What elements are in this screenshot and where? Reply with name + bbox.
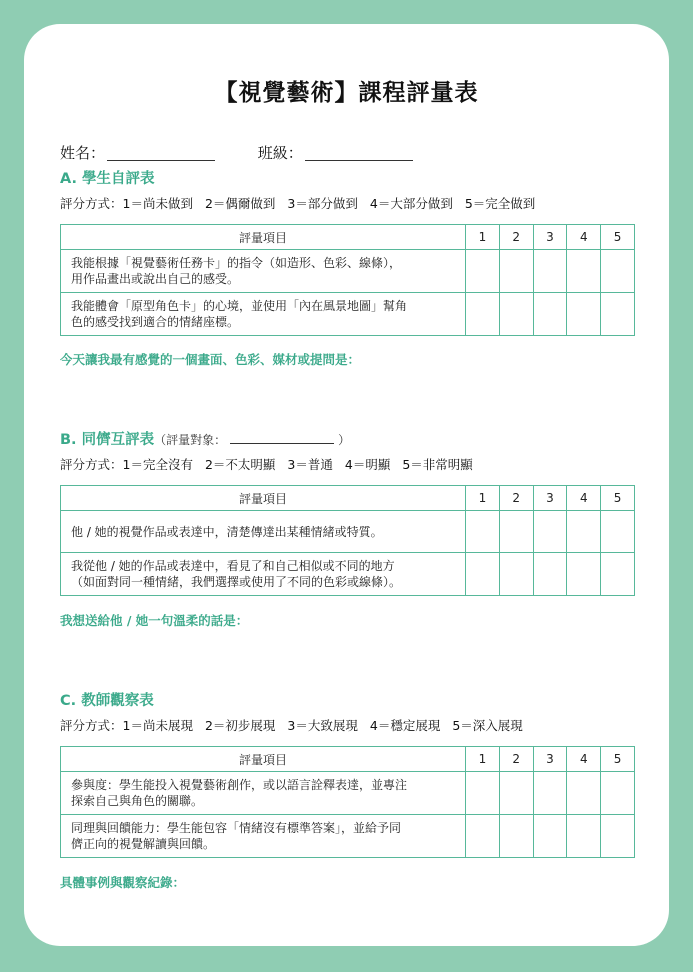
criterion-line: 我從他 / 她的作品或表達中，看見了和自己相似或不同的地方 bbox=[71, 559, 395, 573]
table-row bbox=[61, 815, 635, 858]
table-header-row bbox=[61, 225, 635, 250]
score-cell[interactable] bbox=[567, 553, 601, 596]
criterion-line: 色的感受找到適合的情緒座標。 bbox=[71, 315, 240, 329]
score-cell[interactable] bbox=[499, 293, 533, 336]
target-close: ） bbox=[338, 433, 351, 447]
scale-item: 5＝非常明顯 bbox=[402, 457, 473, 472]
score-cell[interactable] bbox=[466, 772, 500, 815]
score-cell[interactable] bbox=[567, 293, 601, 336]
scale-label: 評分方式： bbox=[60, 718, 123, 733]
section-b-title: B. 同儕互評表 bbox=[60, 432, 155, 448]
scale-item: 3＝普通 bbox=[287, 457, 333, 472]
peer-target bbox=[154, 433, 350, 447]
score-cell[interactable] bbox=[567, 815, 601, 858]
score-cell[interactable] bbox=[466, 511, 500, 553]
header-score: 1 bbox=[466, 225, 500, 250]
student-info-row bbox=[60, 142, 413, 163]
section-a-heading: A. 學生自評表 bbox=[60, 171, 155, 187]
scale-label: 評分方式： bbox=[60, 457, 123, 472]
score-cell[interactable] bbox=[533, 772, 567, 815]
table-row bbox=[61, 293, 635, 336]
table-row bbox=[61, 511, 635, 553]
header-score: 4 bbox=[567, 486, 601, 511]
table-row bbox=[61, 772, 635, 815]
score-cell[interactable] bbox=[499, 250, 533, 293]
header-score: 4 bbox=[567, 225, 601, 250]
criterion-text bbox=[61, 293, 466, 336]
score-cell[interactable] bbox=[567, 772, 601, 815]
criterion-text bbox=[61, 772, 466, 815]
criterion-line: 我能體會「原型角色卡」的心境，並使用「內在風景地圖」幫角 bbox=[71, 299, 408, 313]
scale-item: 1＝尚未做到 bbox=[122, 196, 193, 211]
score-cell[interactable] bbox=[601, 511, 635, 553]
score-cell[interactable] bbox=[601, 553, 635, 596]
scale-item: 3＝大致展現 bbox=[287, 718, 358, 733]
score-cell[interactable] bbox=[567, 511, 601, 553]
scale-item: 2＝初步展現 bbox=[204, 718, 276, 733]
evaluation-sheet bbox=[24, 24, 669, 946]
scale-item: 5＝完全做到 bbox=[464, 196, 536, 211]
table-header-row bbox=[61, 486, 635, 511]
header-score: 4 bbox=[567, 747, 601, 772]
scale-item: 4＝大部分做到 bbox=[369, 196, 453, 211]
header-item: 評量項目 bbox=[61, 486, 466, 511]
target-label: （評量對象： bbox=[154, 433, 227, 447]
section-a-prompt: 今天讓我最有感覺的一個畫面、色彩、媒材或提問是： bbox=[60, 352, 361, 367]
section-a-scale bbox=[60, 194, 547, 212]
header-score: 3 bbox=[533, 486, 567, 511]
scale-item: 2＝不太明顯 bbox=[204, 457, 276, 472]
criterion-text bbox=[61, 553, 466, 596]
score-cell[interactable] bbox=[466, 293, 500, 336]
section-c-table bbox=[60, 746, 635, 858]
header-score: 5 bbox=[601, 486, 635, 511]
criterion-text bbox=[61, 815, 466, 858]
scale-item: 3＝部分做到 bbox=[287, 196, 358, 211]
scale-item: 5＝深入展現 bbox=[452, 718, 523, 733]
criterion-line: 同理與回饋能力：學生能包容「情緒沒有標準答案」，並給予同 bbox=[71, 821, 402, 835]
criterion-text bbox=[61, 511, 466, 553]
score-cell[interactable] bbox=[601, 250, 635, 293]
scale-item: 1＝完全沒有 bbox=[122, 457, 193, 472]
name-field[interactable] bbox=[107, 146, 215, 161]
section-c-heading: C. 教師觀察表 bbox=[60, 693, 154, 709]
section-b-table bbox=[60, 485, 635, 596]
score-cell[interactable] bbox=[533, 250, 567, 293]
name-label: 姓名： bbox=[60, 144, 106, 162]
score-cell[interactable] bbox=[601, 815, 635, 858]
criterion-line: 探索自己與角色的關聯。 bbox=[71, 794, 204, 808]
class-field[interactable] bbox=[305, 146, 413, 161]
section-b-heading bbox=[60, 428, 350, 449]
header-score: 1 bbox=[466, 486, 500, 511]
target-field[interactable] bbox=[230, 433, 334, 444]
score-cell[interactable] bbox=[601, 772, 635, 815]
header-score: 5 bbox=[601, 225, 635, 250]
score-cell[interactable] bbox=[499, 772, 533, 815]
criterion-line: 用作品畫出或說出自己的感受。 bbox=[71, 272, 240, 286]
score-cell[interactable] bbox=[466, 553, 500, 596]
score-cell[interactable] bbox=[601, 293, 635, 336]
section-a-table bbox=[60, 224, 635, 336]
criterion-line: （如面對同一種情緒，我們選擇或使用了不同的色彩或線條）。 bbox=[71, 575, 402, 589]
score-cell[interactable] bbox=[466, 815, 500, 858]
criterion-line: 我能根據「視覺藝術任務卡」的指令（如造形、色彩、線條）， bbox=[71, 256, 402, 270]
section-c-prompt: 具體事例與觀察紀錄： bbox=[60, 875, 186, 890]
scale-item: 2＝偶爾做到 bbox=[204, 196, 276, 211]
header-score: 5 bbox=[601, 747, 635, 772]
score-cell[interactable] bbox=[533, 293, 567, 336]
score-cell[interactable] bbox=[499, 815, 533, 858]
criterion-line: 他 / 她的視覺作品或表達中，清楚傳達出某種情緒或特質。 bbox=[71, 524, 383, 539]
scale-item: 4＝明顯 bbox=[344, 457, 391, 472]
header-score: 2 bbox=[499, 486, 533, 511]
criterion-text bbox=[61, 250, 466, 293]
header-score: 2 bbox=[499, 747, 533, 772]
header-score: 3 bbox=[533, 225, 567, 250]
section-b-prompt: 我想送給他 / 她一句溫柔的話是： bbox=[60, 613, 249, 628]
page-title: 【視覺藝術】課程評量表 bbox=[214, 80, 479, 106]
score-cell[interactable] bbox=[533, 553, 567, 596]
score-cell[interactable] bbox=[499, 511, 533, 553]
class-label: 班級： bbox=[257, 144, 303, 162]
scale-item: 4＝穩定展現 bbox=[369, 718, 441, 733]
table-row bbox=[61, 250, 635, 293]
header-score: 3 bbox=[533, 747, 567, 772]
criterion-line: 參與度：學生能投入視覺藝術創作，或以語言詮釋表達，並專注 bbox=[71, 778, 408, 792]
score-cell[interactable] bbox=[533, 815, 567, 858]
section-c-scale bbox=[60, 716, 535, 734]
score-cell[interactable] bbox=[466, 250, 500, 293]
header-item: 評量項目 bbox=[61, 225, 466, 250]
scale-label: 評分方式： bbox=[60, 196, 123, 211]
table-row bbox=[61, 553, 635, 596]
section-b-scale bbox=[60, 455, 485, 473]
score-cell[interactable] bbox=[533, 511, 567, 553]
score-cell[interactable] bbox=[567, 250, 601, 293]
criterion-line: 儕正向的視覺解讀與回饋。 bbox=[71, 837, 216, 851]
header-item: 評量項目 bbox=[61, 747, 466, 772]
table-header-row bbox=[61, 747, 635, 772]
header-score: 1 bbox=[466, 747, 500, 772]
header-score: 2 bbox=[499, 225, 533, 250]
scale-item: 1＝尚未展現 bbox=[122, 718, 193, 733]
score-cell[interactable] bbox=[499, 553, 533, 596]
